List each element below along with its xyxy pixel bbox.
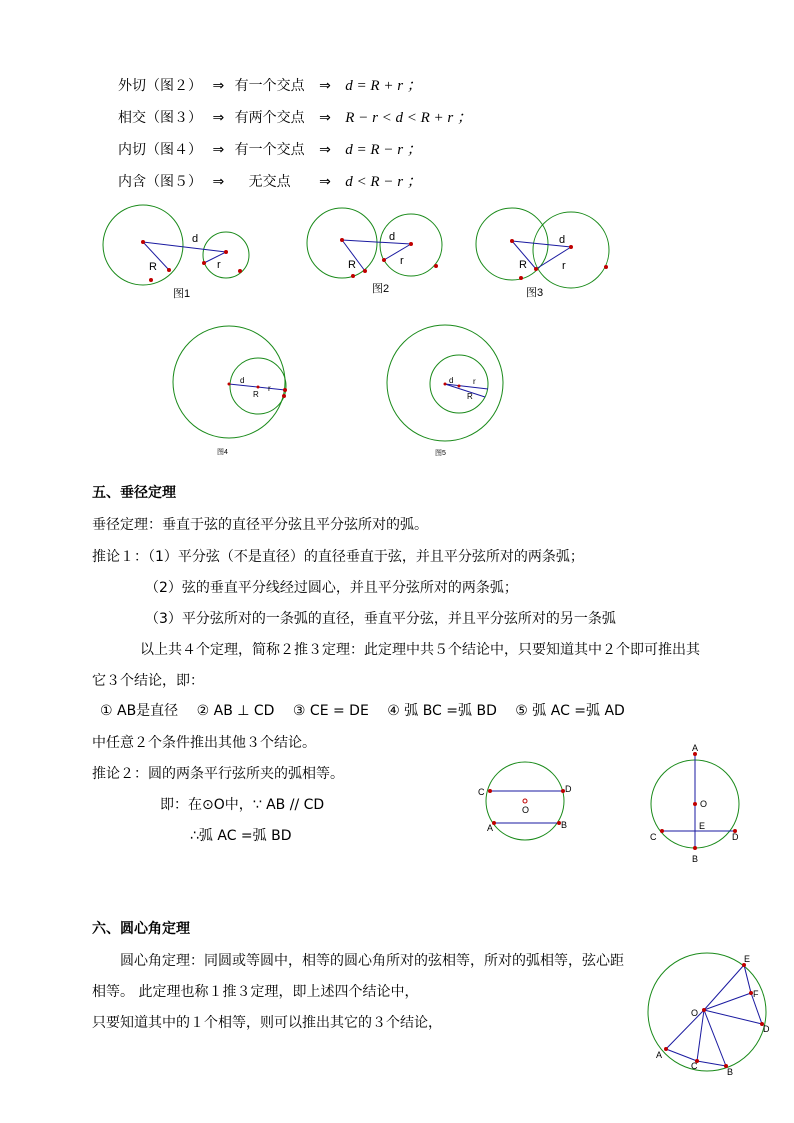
label-D: D xyxy=(763,1024,770,1034)
label-O: O xyxy=(700,799,708,809)
label-B: B xyxy=(692,854,699,864)
label-R: R xyxy=(348,259,356,271)
label-A: A xyxy=(487,823,494,833)
label-C: C xyxy=(478,787,485,797)
chord-CB xyxy=(697,1061,726,1066)
big-circle xyxy=(307,208,377,278)
figure-4 xyxy=(168,320,298,460)
case-label: 相交（图３） xyxy=(118,110,202,126)
case-label: 内切（图４） xyxy=(118,142,202,158)
small-circle xyxy=(203,232,249,278)
case-desc: 有两个交点 xyxy=(234,110,305,126)
inference-1: 推论１：（1）平分弦（不是直径）的直径垂直于弦，并且平分弦所对的两条弧； xyxy=(92,549,584,565)
given-statement: 即：在⊙O中，∵ AB // CD xyxy=(160,797,325,813)
label-r: r xyxy=(562,260,566,272)
relation-line-4 xyxy=(118,170,422,191)
relation-line-2 xyxy=(118,106,472,127)
label-d: d xyxy=(240,376,245,385)
central-angle-text-3: 只要知道其中的１个相等，则可以推出其它的３个结论， xyxy=(92,1015,442,1031)
label-C: C xyxy=(691,1061,698,1071)
label-r: r xyxy=(400,255,404,267)
label-C: C xyxy=(650,832,657,842)
label-F: F xyxy=(753,989,759,999)
chord-AC xyxy=(666,1049,697,1061)
figure-caption: 图1 xyxy=(173,288,191,300)
figure-caption: 图5 xyxy=(435,450,446,457)
inference-1-item-3: （3）平分弦所对的一条弧的直径，垂直平分弦，并且平分弦所对的另一条弧 xyxy=(145,611,616,627)
label-R: R xyxy=(253,390,259,399)
label-r: r xyxy=(268,384,271,393)
section-heading-6: 六、圆心角定理 xyxy=(92,921,190,937)
implies-arrow: ⇒ xyxy=(212,142,225,158)
implies-arrow: ⇒ xyxy=(212,174,225,190)
implies-arrow: ⇒ xyxy=(212,110,225,126)
implies-arrow: ⇒ xyxy=(212,78,225,94)
label-E: E xyxy=(744,954,751,964)
big-circle xyxy=(173,326,285,438)
implies-arrow: ⇒ xyxy=(319,110,331,126)
relation-line-1 xyxy=(118,74,422,95)
relation-line-3 xyxy=(118,138,422,159)
formula: d < R − r ； xyxy=(345,174,422,190)
inference-2: 推论２：圆的两条平行弦所夹的弧相等。 xyxy=(92,766,344,782)
label-D: D xyxy=(565,784,572,794)
figure-2 xyxy=(303,200,453,300)
conclusion-statement: ∴弧 AC =弧 BD xyxy=(190,828,292,844)
summary-line-1: 以上共４个定理，简称２推３定理：此定理中共５个结论中，只要知道其中２个即可推出其 xyxy=(140,642,700,658)
radius-OB xyxy=(704,1010,726,1066)
case-label: 内含（图５） xyxy=(118,174,202,190)
label-B: B xyxy=(727,1067,734,1077)
inference-1-item-2: （2）弦的垂直平分线经过圆心，并且平分弦所对的两条弧； xyxy=(145,580,518,596)
segment-r xyxy=(384,244,411,260)
label-O: O xyxy=(691,1008,699,1018)
segment-r xyxy=(536,247,571,269)
case-desc: 无交点 xyxy=(248,174,291,190)
label-D: D xyxy=(732,832,739,842)
case-label: 外切（图２） xyxy=(118,78,202,94)
label-B: B xyxy=(561,820,568,830)
circle xyxy=(486,762,564,840)
central-angle-text-1: 圆心角定理：同圆或等圆中，相等的圆心角所对的弦相等，所对的弧相等，弦心距 xyxy=(120,953,624,969)
figure-5 xyxy=(383,320,523,460)
any-two-text: 中任意２个条件推出其他３个结论。 xyxy=(92,735,316,751)
circle xyxy=(648,953,766,1071)
summary-line-2: 它３个结论，即： xyxy=(92,673,204,689)
label-d: d xyxy=(192,233,199,245)
label-d: d xyxy=(449,376,454,385)
figure-caption: 图2 xyxy=(372,283,390,295)
theorem-text: 垂径定理：垂直于弦的直径平分弦且平分弦所对的弧。 xyxy=(92,517,428,533)
small-circle xyxy=(430,355,488,413)
label-R: R xyxy=(467,392,473,401)
perpendicular-diameter-figure xyxy=(640,742,750,867)
label-E: E xyxy=(699,821,706,831)
implies-arrow: ⇒ xyxy=(319,142,331,158)
figure-caption: 图4 xyxy=(217,449,228,456)
label-r: r xyxy=(473,377,476,386)
case-desc: 有一个交点 xyxy=(234,142,305,158)
radius-OA xyxy=(666,1010,704,1049)
central-angle-text-2: 相等。 此定理也称１推３定理，即上述四个结论中， xyxy=(92,984,419,1000)
label-r: r xyxy=(217,259,221,271)
section-heading-5: 五、垂径定理 xyxy=(92,485,176,501)
label-A: A xyxy=(692,743,699,753)
figure-1 xyxy=(100,200,260,305)
small-circle xyxy=(533,212,609,288)
conditions-list: ① AB是直径 ② AB ⊥ CD ③ CE = DE ④ 弧 BC =弧 BD ⑤ 弧 AC =弧 AD xyxy=(100,703,625,719)
formula: d = R − r ； xyxy=(345,142,422,158)
formula: d = R + r ； xyxy=(345,78,422,94)
radius-OC xyxy=(697,1010,704,1061)
figure-caption: 图3 xyxy=(526,287,544,299)
central-angle-figure xyxy=(640,950,775,1080)
segment-r xyxy=(204,252,226,263)
label-O: O xyxy=(522,805,530,815)
implies-arrow: ⇒ xyxy=(319,174,331,190)
label-d: d xyxy=(389,231,396,243)
label-R: R xyxy=(519,259,527,271)
implies-arrow: ⇒ xyxy=(319,78,331,94)
label-R: R xyxy=(149,261,157,273)
radius-OD xyxy=(704,1010,762,1024)
case-desc: 有一个交点 xyxy=(234,78,305,94)
label-A: A xyxy=(656,1050,663,1060)
figure-3 xyxy=(470,200,620,305)
parallel-chords-figure xyxy=(475,758,590,848)
label-d: d xyxy=(559,234,566,246)
formula: R − r < d < R + r ； xyxy=(345,110,473,126)
segment-d xyxy=(143,242,226,252)
